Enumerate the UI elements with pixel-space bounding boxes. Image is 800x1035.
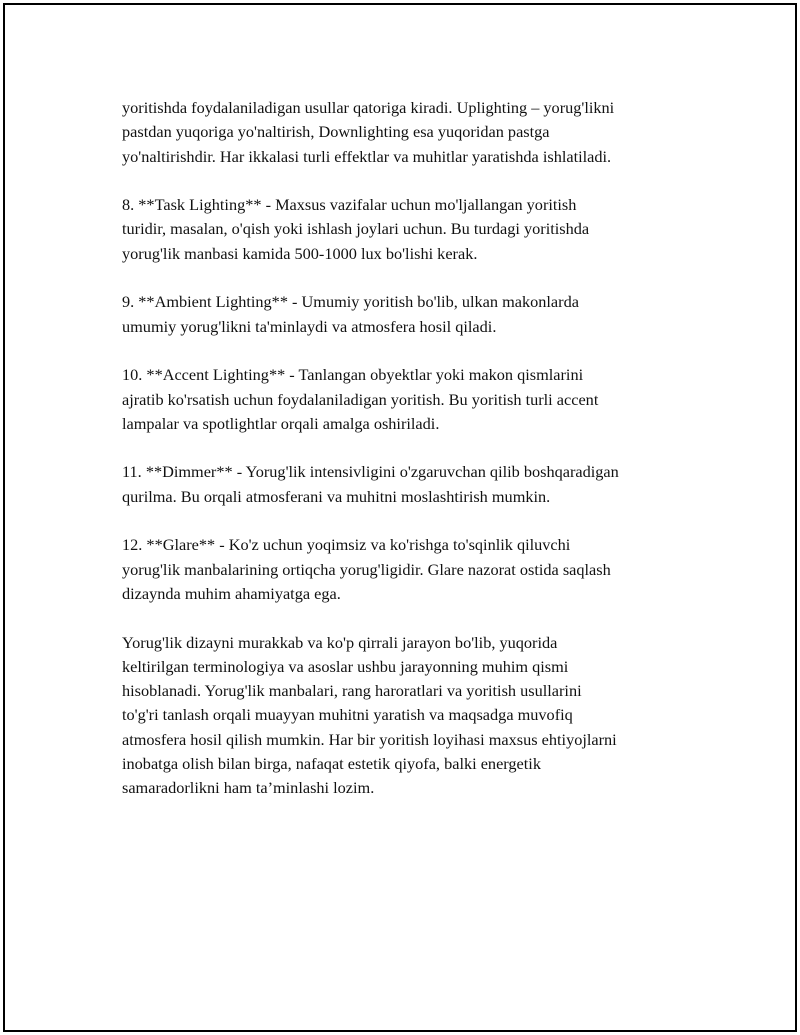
- paragraph-uplighting-continuation: [122, 96, 692, 169]
- text-line: ajratib ko'rsatish uchun foydalaniladigan yoritish. Bu yoritish turli accent: [122, 389, 599, 409]
- text-line: hisoblanadi. Yorug'lik manbalari, rang haroratlari va yoritish usullarini: [122, 681, 582, 701]
- text-line: 12. **Glare** - Ko'z uchun yoqimsiz va ko'rishga to'sqinlik qiluvchi: [122, 535, 571, 555]
- paragraph-ambient-lighting: [122, 290, 692, 339]
- text-line: yoritishda foydalaniladigan usullar qatoriga kiradi. Uplighting – yorug'likni: [122, 98, 615, 117]
- document-body: [122, 96, 692, 825]
- text-line: yorug'lik manbalarining ortiqcha yorug'ligidir. Glare nazorat ostida saqlash: [122, 559, 611, 579]
- paragraph-accent-lighting: [122, 363, 692, 436]
- text-line: umumiy yorug'likni ta'minlaydi va atmosfera hosil qiladi.: [122, 316, 497, 336]
- text-line: atmosfera hosil qilish mumkin. Har bir yoritish loyihasi maxsus ehtiyojlarni: [122, 729, 617, 749]
- paragraph-glare: [122, 533, 692, 606]
- paragraph-task-lighting: [122, 193, 692, 266]
- text-line: 9. **Ambient Lighting** - Umumiy yoritish bo'lib, ulkan makonlarda: [122, 292, 579, 312]
- text-line: lampalar va spotlightlar orqali amalga oshiriladi.: [122, 413, 440, 433]
- text-line: turidir, masalan, o'qish yoki ishlash joylari uchun. Bu turdagi yoritishda: [122, 219, 590, 239]
- paragraph-conclusion: [122, 631, 692, 801]
- text-line: dizaynda muhim ahamiyatga ega.: [122, 583, 341, 603]
- text-line: keltirilgan terminologiya va asoslar ushbu jarayonning muhim qismi: [122, 656, 569, 676]
- text-line: to'g'ri tanlash orqali muayyan muhitni yaratish va maqsadga muvofiq: [122, 705, 573, 725]
- text-line: yorug'lik manbasi kamida 500-1000 lux bo'lishi kerak.: [122, 243, 478, 263]
- page-frame: [3, 3, 797, 1032]
- text-line: samaradorlikni ham ta’minlashi lozim.: [122, 778, 375, 798]
- text-line: 11. **Dimmer** - Yorug'lik intensivligini o'zgaruvchan qilib boshqaradigan: [122, 462, 619, 482]
- text-line: 8. **Task Lighting** - Maxsus vazifalar uchun mo'ljallangan yoritish: [122, 195, 577, 215]
- text-line: 10. **Accent Lighting** - Tanlangan obyektlar yoki makon qismlarini: [122, 365, 584, 385]
- text-line: Yorug'lik dizayni murakkab va ko'p qirrali jarayon bo'lib, yuqorida: [122, 632, 558, 652]
- text-line: yo'naltirishdir. Har ikkalasi turli effektlar va muhitlar yaratishda ishlatiladi.: [122, 146, 612, 166]
- text-line: pastdan yuqoriga yo'naltirish, Downlighting esa yuqoridan pastga: [122, 122, 550, 142]
- text-line: qurilma. Bu orqali atmosferani va muhitni moslashtirish mumkin.: [122, 486, 551, 506]
- text-line: inobatga olish bilan birga, nafaqat estetik qiyofa, balki energetik: [122, 754, 541, 774]
- paragraph-dimmer: [122, 460, 692, 509]
